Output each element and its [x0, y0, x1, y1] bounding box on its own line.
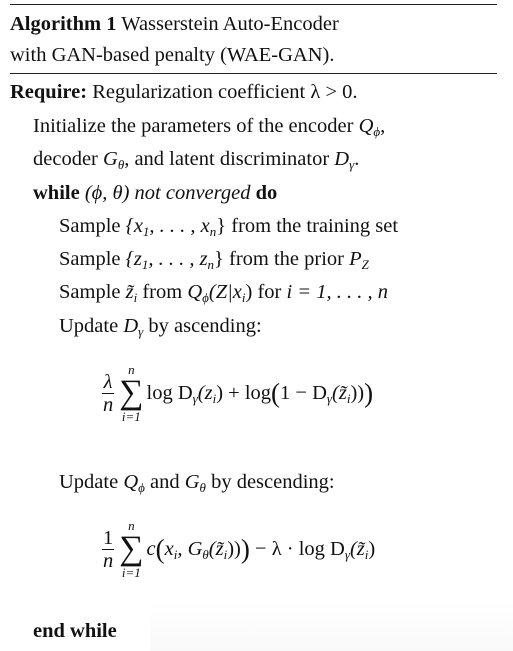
encoder-symbol: Q: [358, 115, 374, 137]
update-word: Update: [59, 315, 119, 337]
end-while-line: [33, 618, 117, 644]
equation-ascend: [102, 362, 373, 424]
set-open: {z: [125, 248, 142, 270]
eq2-cost-c: c: [146, 537, 156, 560]
require-line: [10, 79, 358, 105]
eq1-body: [147, 378, 374, 409]
equation-descend: [102, 518, 375, 580]
decoder-subscript: θ: [117, 157, 125, 172]
discriminator-text: , and latent discriminator: [124, 148, 330, 170]
set-mid: , . . . , x: [149, 215, 210, 237]
sub-1: 1: [142, 224, 150, 239]
eq1-one-minus-d: 1 − D: [280, 381, 327, 404]
set-close: }: [216, 215, 227, 237]
eq2-sigma: ∑: [119, 530, 144, 567]
sample-word: Sample: [59, 281, 121, 303]
eq1-sub-gamma-a: γ: [192, 390, 198, 406]
eq1-arg-z: (z: [197, 381, 213, 404]
ztilde-subscript: i: [133, 290, 138, 305]
decoder-subscript: θ: [199, 480, 206, 495]
sample-z-tail: from the prior: [229, 248, 345, 270]
step-update-d: [59, 313, 262, 345]
prior-subscript: Z: [361, 257, 369, 272]
eq2-denominator: n: [103, 549, 114, 572]
step-update-qg: [59, 469, 335, 501]
encoder-subscript: ϕ: [373, 124, 381, 139]
prior-symbol: P: [349, 248, 362, 270]
for-word: for: [257, 281, 282, 303]
sub-n: n: [209, 224, 217, 239]
set-open: {x: [125, 215, 143, 237]
eq2-close: ): [368, 537, 376, 560]
eq1-sub-i-b: i: [346, 390, 351, 406]
init-period: .: [354, 148, 360, 170]
eq1-close: )): [350, 381, 365, 404]
discriminator-symbol: D: [123, 315, 139, 337]
eq1-denominator: n: [103, 393, 114, 416]
discriminator-subscript: γ: [349, 157, 355, 172]
and-word: and: [150, 471, 180, 493]
algorithm-title: [10, 9, 497, 71]
init-line-1: [33, 113, 385, 145]
encoder-symbol: Q: [187, 281, 203, 303]
title-rule: [10, 73, 497, 74]
eq2-big-lparen: (: [155, 533, 165, 564]
require-keyword: Require:: [10, 81, 88, 103]
eq2-body: [147, 534, 376, 565]
eq1-big-lparen: (: [271, 377, 281, 408]
init-line-2: [33, 146, 359, 178]
sub-1: 1: [141, 257, 149, 272]
encoder-symbol: Q: [123, 471, 139, 493]
eq2-arg-x: x: [164, 537, 174, 560]
eq1-sum-upper: n: [128, 362, 135, 377]
decoder-word: decoder: [33, 148, 98, 170]
ascending-text: by ascending:: [148, 315, 262, 337]
set-close: }: [214, 248, 224, 270]
eq1-fraction: [102, 371, 114, 416]
eq1-plus-log: ) + log: [216, 381, 272, 404]
eq2-arg-ztilde-b: (z̃: [349, 537, 365, 560]
eq2-sub-i-b: i: [223, 546, 228, 562]
eq2-sum-lower: i=1: [121, 565, 141, 580]
set-mid: , . . . , z: [148, 248, 208, 270]
init-text: Initialize the parameters of the encoder: [33, 115, 354, 137]
eq2-sub-i-a: i: [173, 546, 178, 562]
eq1-numerator: λ: [103, 370, 113, 393]
eq1-sub-gamma-b: γ: [326, 390, 333, 406]
step-sample-ztilde: [59, 279, 388, 311]
update-word: Update: [59, 471, 119, 493]
encoder-subscript: ϕ: [138, 480, 145, 495]
discriminator-subscript: γ: [138, 324, 144, 339]
eq2-arg-ztilde-a: (z̃: [208, 537, 224, 560]
eq2-sub-theta: θ: [202, 546, 209, 562]
while-keyword: while: [33, 182, 80, 204]
sample-word: Sample: [59, 215, 121, 237]
eq1-sum-lower: i=1: [121, 409, 141, 424]
eq1-sub-i-a: i: [212, 390, 217, 406]
algorithm-title-line2: with GAN-based penalty (WAE-GAN).: [10, 44, 335, 66]
while-line: [33, 180, 277, 206]
sample-x-tail: from the training set: [231, 215, 399, 237]
eq2-sum: [119, 518, 143, 580]
eq1-big-rparen: ): [364, 377, 374, 408]
require-text: Regularization coefficient λ > 0.: [92, 81, 358, 103]
do-keyword: do: [255, 182, 278, 204]
top-rule: [10, 4, 497, 5]
algorithm-title-line1: Wasserstein Auto-Encoder: [121, 13, 339, 35]
encoder-subscript: ϕ: [202, 290, 209, 305]
from-word: from: [142, 281, 183, 303]
sub-n: n: [207, 257, 215, 272]
sample-word: Sample: [59, 248, 121, 270]
eq2-close-inner: )): [227, 537, 241, 560]
eq1-sigma: ∑: [119, 374, 144, 411]
step-sample-z: [59, 246, 369, 278]
step-sample-x: [59, 213, 398, 245]
encoder-arg-subscript: i: [241, 290, 246, 305]
end-while-keyword: end while: [33, 620, 117, 642]
discriminator-symbol: D: [334, 148, 350, 170]
eq2-sub-i-c: i: [364, 546, 369, 562]
eq2-sub-gamma: γ: [344, 546, 350, 562]
while-condition: (ϕ, θ) not converged: [84, 182, 251, 204]
init-comma: ,: [380, 115, 386, 137]
encoder-arg-close: ): [245, 281, 253, 303]
index-range: i = 1, . . . , n: [286, 281, 388, 303]
eq1-sum: [119, 362, 143, 424]
eq2-sum-upper: n: [128, 518, 135, 533]
decoder-symbol: G: [103, 148, 118, 170]
ztilde-symbol: z̃: [125, 281, 134, 303]
encoder-arg: (Z|x: [208, 281, 242, 303]
descending-text: by descending:: [211, 471, 335, 493]
eq2-big-rparen: ): [240, 533, 250, 564]
eq2-minus-lambda-log: − λ · log D: [249, 537, 345, 560]
eq1-log-d: log D: [146, 381, 193, 404]
decoder-symbol: G: [184, 471, 200, 493]
bottom-shadow: [150, 600, 513, 651]
algorithm-label: Algorithm 1: [10, 13, 117, 35]
eq2-fraction: [102, 527, 114, 572]
eq2-g: , G: [177, 537, 203, 560]
eq1-arg-ztilde: (z̃: [332, 381, 347, 404]
eq2-numerator: 1: [103, 526, 114, 549]
